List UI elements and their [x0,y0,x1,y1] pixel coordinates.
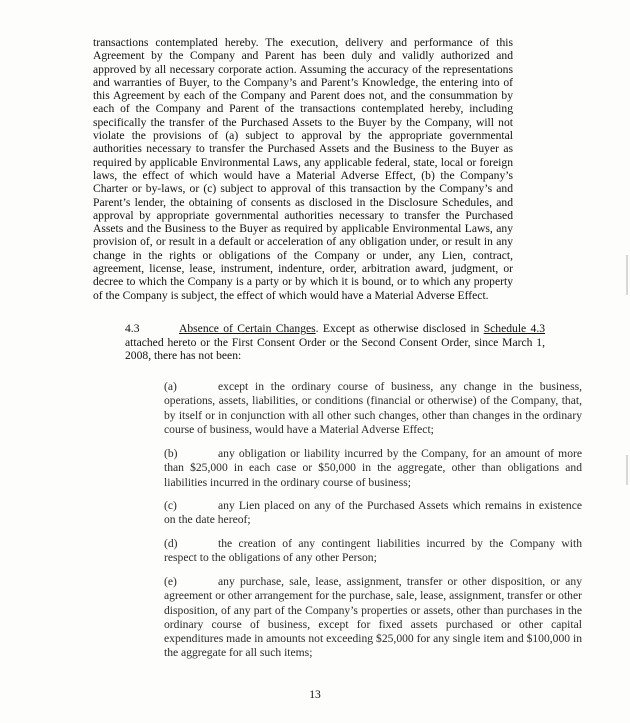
subsection-text: any purchase, sale, lease, assignment, transfer or other disposition, or any agreement or other arrangement for the purchase, sale, lease, assignment, transfer or other disposition, of any part of the Company’s properties or assets, other than purchases in the ordinary course of business, except for fixed assets purchased or other capital expenditures made in amounts not exceeding $25,000 for any single item and $100,000 in the aggregate for all such items; [164,575,582,660]
section-4-3-paragraph [93,322,545,363]
subsection-e [93,575,582,661]
subsection-label: (c) [164,499,177,512]
subsection-text: except in the ordinary course of business, any change in the business, operations, assets, liabilities, or conditions (financial or otherwise) of the Company, that, by itself or in conjunction with all other such changes, other than changes in the ordinary course of business, would have a Material Adverse Effect; [164,380,582,436]
intro-paragraph: transactions contemplated hereby. The execution, delivery and performance of this Agreement by the Company and Parent has been duly and validly authorized and approved by all necessary corporate action. Assuming the accuracy of the representations and warranties of Buyer, to the Company’s and Parent’s Knowledge, the entering into of this Agreement by each of the Company and Parent does not, and the consummation by each of the Company and Parent of the transactions contemplated hereby, including specifically the transfer of the Purchased Assets to the Buyer by the Company, will not violate the provisions of (a) subject to approval by the appropriate governmental authorities necessary to transfer the Purchased Assets and the Business to the Buyer as required by applicable Environmental Laws, any applicable federal, state, local or foreign laws, the effect of which would have a Material Adverse Effect, (b) the Company’s Charter or by-laws, or (c) subject to approval of this transaction by the Company’s and Parent’s lender, the obtaining of consents as disclosed in the Disclosure Schedules, and approval by appropriate governmental authorities necessary to transfer the Purchased Assets and the Business to the Buyer as required by applicable Environmental Laws, any provision of, or result in a default or acceleration of any obligation under, or result in any change in the rights or obligations of the Company or under, any Lien, contract, agreement, license, lease, instrument, indenture, order, arbitration award, judgment, or decree to which the Company is a party or by which it is bound, or to which any property of the Company is subject, the effect of which would have a Material Adverse Effect. [93,36,513,302]
scan-edge-mark [626,455,628,485]
subsection-label: (e) [164,575,177,588]
subsection-c [93,499,582,528]
subsection-a [93,380,582,437]
subsection-text: any obligation or liability incurred by the Company, for an amount of more than $25,000 in each case or $50,000 in the aggregate, other than obligations and liabilities incurred in the ordinary course of business; [164,447,582,489]
section-text-after-ref: attached hereto or the First Consent Order or the Second Consent Order, since March 1, 2008, there has not been: [125,335,545,363]
schedule-reference: Schedule 4.3 [483,322,546,335]
subsection-text: any Lien placed on any of the Purchased Assets which remains in existence on the date hereof; [164,499,582,527]
subsection-text: the creation of any contingent liabilities incurred by the Company with respect to the obligations of any other Person; [164,537,582,565]
subsection-d [93,537,582,566]
page-number: 13 [309,688,321,701]
subsection-label: (a) [164,380,177,393]
subsection-label: (d) [164,537,178,550]
section-text-before-ref: . Except as otherwise disclosed in [315,322,484,335]
section-heading: Absence of Certain Changes [179,322,316,335]
section-number: 4.3 [125,322,140,335]
subsection-b [93,447,582,490]
scan-edge-mark [626,255,628,295]
subsection-label: (b) [164,447,178,460]
